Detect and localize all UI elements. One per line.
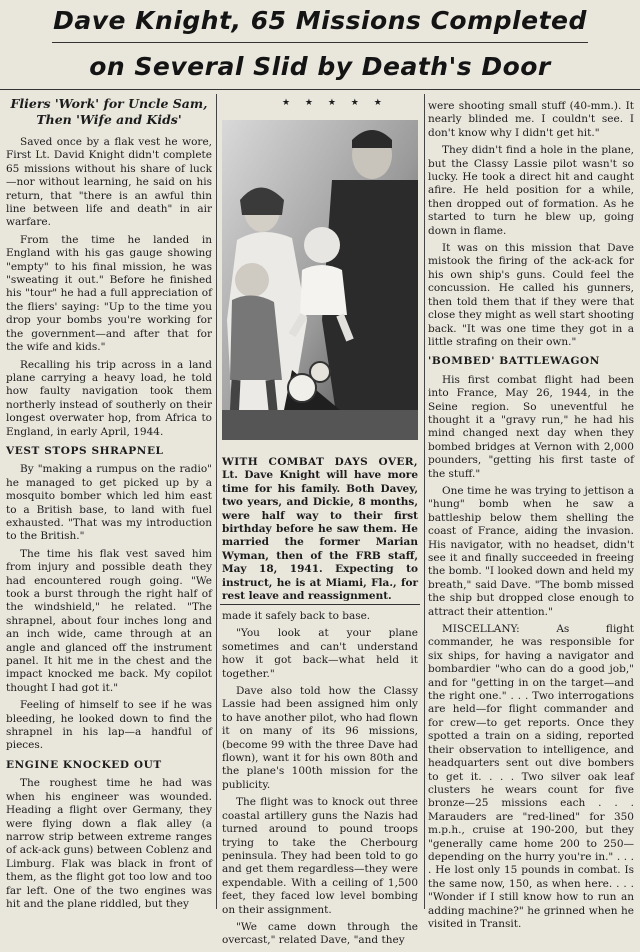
caption-lead: WITH COMBAT DAYS OVER, bbox=[222, 456, 418, 468]
section-heading-battlewagon: 'BOMBED' BATTLEWAGON bbox=[428, 355, 600, 368]
paragraph: His first combat flight had been into France, May 26, 1944, in the Seine region. So uneventful he thought it a "gravy run," he had his mind changed next day when they bombed bridges at Vernon with 2,000 pounders, "getting his first taste of the stuff." bbox=[428, 373, 634, 480]
paragraph: made it safely back to base. bbox=[222, 610, 371, 622]
paragraph: "We came down through the overcast," related Dave, "and they bbox=[222, 920, 418, 947]
paragraph: The roughest time he had was when his engineer was wounded. Heading a flight over Germany, they were flying down a flak alley (a narrow strip between extreme ranges of ack-ack guns) between Coblenz and Limburg. Flak was black in front of them, as the flight got too low and too far left. One of the two engines was hit and the plane riddled, but they bbox=[6, 777, 212, 910]
deck-subhead-line-2: Then 'Wife and Kids' bbox=[36, 112, 182, 127]
column-rule-right bbox=[424, 94, 425, 909]
photo-caption bbox=[222, 456, 418, 603]
top-rule bbox=[0, 89, 640, 90]
paragraph: The flight was to knock out three coastal artillery guns the Nazis had turned around to pound troops trying to take the Cherbourg peninsula. They had been told to go and get them regardless—they were expendable. With a ceiling of 1,500 feet, they faced low level bombing on their assignment. bbox=[222, 796, 418, 916]
article-column-1 bbox=[6, 96, 212, 915]
paragraph: were shooting small stuff (40-mm.). It nearly blinded me. I couldn't see. I don't know why I didn't get hit." bbox=[428, 100, 634, 139]
section-heading-engine: ENGINE KNOCKED OUT bbox=[6, 758, 162, 771]
paragraph: From the time he landed in England with his gas gauge showing "empty" to his final mission, he was "sweating it out." Before he finished his "tour" he had a full appreciation of the fliers' saying: "Up to the time you drop your bombs you're working for the government—and after that for the wife and kids." bbox=[6, 233, 212, 354]
deck-subhead-line-1: Fliers 'Work' for Uncle Sam, bbox=[10, 96, 208, 111]
paragraph: It was on this mission that Dave mistook the firing of the ack-ack for his own ship's guns. Could feel the concussion. He called his gunners, then told them that if they were that close they might as well start shooting back. "It was one time they got in a little strafing on their own." bbox=[428, 242, 634, 348]
headline-line-2: on Several Slid by Death's Door bbox=[89, 52, 551, 81]
paragraph: One time he was trying to jettison a "hung" bomb when he saw a battleship below them shelling the coast of France, aiding the invasion. His navigator, with no headset, didn't see it and finally succeeded in freeing the bomb. "I looked down and held my breath," said Dave. "The bomb missed the ship but dropped close enough to attract their attention." bbox=[428, 484, 634, 618]
paragraph: Saved once by a flak vest he wore, First Lt. David Knight didn't complete 65 missions without his share of luck—nor without learning, he said on his return, that "there is an awful thin line between life and death" in air warfare. bbox=[6, 136, 212, 229]
column-rule-left bbox=[216, 94, 217, 909]
caption-divider bbox=[220, 604, 420, 605]
family-photo bbox=[222, 120, 418, 440]
paragraph: "You look at your plane sometimes and can't understand how it got back—what held it together." bbox=[222, 627, 418, 680]
caption-body: Lt. Dave Knight will have more time for his family. Both Davey, two years, and Dickie, 8 months, were half way to their first birthday before he saw them. He married the former Marian Wyman, then of the FRB staff, May 18, 1941. Expecting to instruct, he is at Miami, Fla., for rest leave and reassignment. bbox=[222, 469, 418, 603]
paragraph: Feeling of himself to see if he was bleeding, he looked down to find the shrapnel in his lap—a handful of pieces. bbox=[6, 699, 212, 752]
headline-divider bbox=[52, 42, 588, 43]
paragraph: MISCELLANY: As flight commander, he was responsible for six ships, for having a navigator and bombardier "who can do a good job," and for "getting in on the target—and the right one." . . . Two interrogations are held—for flight commander and for crew—to get reports. Once they spotted a train on a siding, reported their observation to intelligence, and headquarters sent out dive bombers to get it. . . . Two silver oak leaf clusters he wears count for five bronze—25 missions each . . . Marauders are "red-lined" for 350 m.p.h., cruise at 190-200, but they "generally came home 200 to 250—depending on the hurry you're in." . . . . He lost only 15 pounds in combat. Is the same now, 150, as when here. . . . "Wonder if I still know how to run an adding machine?" he grinned when he visited in Transit. bbox=[428, 623, 634, 930]
star-ornament: ★ ★ ★ ★ ★ bbox=[282, 98, 388, 108]
paragraph: The time his flak vest saved him from injury and possible death they had encountered rough going. "We took a burst through the right half of the windshield," he related. "The shrapnel, about four inches long and an inch wide, came through at an angle and glanced off the instrument panel. It hit me in the chest and the impact knocked me back. My copilot thought I had got it." bbox=[6, 547, 212, 694]
paragraph: Recalling his trip across in a land plane carrying a heavy load, he told how faulty navigation took them northerly instead of southerly on their longest overwater hop, from Africa to England, in early April, 1944. bbox=[6, 358, 212, 438]
paragraph: By "making a rumpus on the radio" he managed to get picked up by a mosquito bomber which led him east to a British base, to land with fuel exhausted. "That was my introduction to the British." bbox=[6, 463, 212, 543]
headline-line-1: Dave Knight, 65 Missions Completed bbox=[53, 6, 587, 35]
article-column-3 bbox=[428, 100, 634, 935]
deck-subhead bbox=[6, 96, 212, 128]
paragraph: Dave also told how the Classy Lassie had been assigned him only to have another pilot, who had flown it on many of its 96 missions, (become 99 with the three Dave had flown), want it for his own 80th and the plane's 100th mission for the publicity. bbox=[222, 685, 418, 791]
paragraph: They didn't find a hole in the plane, but the Classy Lassie pilot wasn't so lucky. He took a direct hit and caught afire. He held position for a while, then dropped out of formation. As he started to turn he blew up, going down in flame. bbox=[428, 144, 634, 237]
section-heading-vest: VEST STOPS SHRAPNEL bbox=[6, 444, 164, 457]
article-column-2 bbox=[222, 610, 418, 952]
